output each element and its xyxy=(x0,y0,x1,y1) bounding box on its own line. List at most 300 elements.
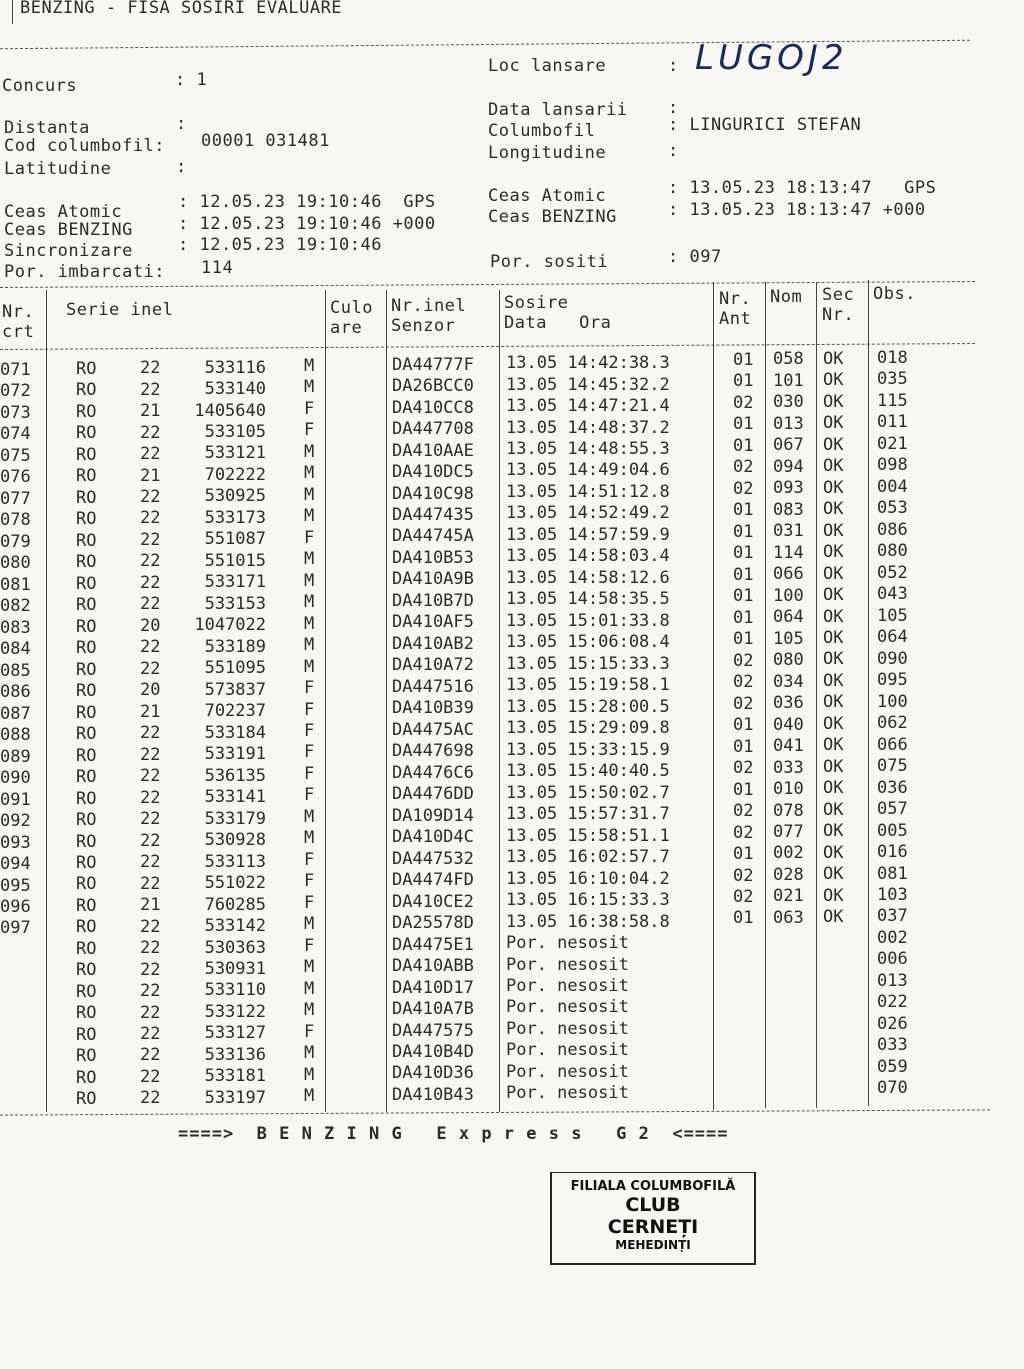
row-ant: 02 xyxy=(733,392,754,413)
row-senzor: DA44745A xyxy=(392,526,474,547)
ceas-benzing2-label: Ceas BENZING xyxy=(488,207,617,227)
row-sec: OK xyxy=(823,692,844,713)
row-obs: 002 xyxy=(877,927,908,948)
row-obs: 066 xyxy=(877,734,908,755)
row-nr: 077 xyxy=(0,488,31,509)
row-ant: 01 xyxy=(733,779,754,800)
sincronizare-value: : 12.05.23 19:10:46 xyxy=(178,235,382,255)
row-nr: 080 xyxy=(0,553,31,574)
row-senzor: DA4475AC xyxy=(392,719,474,740)
row-sec: OK xyxy=(823,735,844,756)
distanta-label: Distanta xyxy=(4,118,90,138)
row-senzor: DA410B43 xyxy=(392,1084,474,1105)
row-senzor: DA410A7B xyxy=(392,999,474,1020)
row-sex: M xyxy=(304,656,315,677)
row-obs: 004 xyxy=(877,476,908,497)
row-sex: M xyxy=(304,914,315,935)
row-year: 22 xyxy=(140,1045,161,1066)
row-ant: 01 xyxy=(733,908,754,929)
row-obs: 016 xyxy=(877,842,908,863)
row-year: 22 xyxy=(140,830,161,851)
row-nom: 066 xyxy=(773,564,804,585)
row-nr: 085 xyxy=(0,660,31,681)
row-nom: 041 xyxy=(773,736,804,757)
row-ring: 533113 xyxy=(204,851,266,872)
row-ring: 533153 xyxy=(204,593,266,614)
row-country: RO xyxy=(76,938,97,959)
row-country: RO xyxy=(76,380,97,401)
imbarcati-value: 114 xyxy=(201,258,234,278)
row-sex: M xyxy=(304,1043,315,1064)
row-nr: 075 xyxy=(0,445,31,466)
latitudine-colon: : xyxy=(176,157,187,177)
row-nr: 083 xyxy=(0,617,31,638)
ceas-atomic2-label: Ceas Atomic xyxy=(488,186,607,206)
row-country: RO xyxy=(76,552,97,573)
row-country: RO xyxy=(76,917,97,938)
row-sex: M xyxy=(304,463,315,484)
stamp-line4: MEHEDINȚI xyxy=(615,1238,691,1252)
row-ring: 533171 xyxy=(204,572,266,593)
table-row xyxy=(0,1078,1024,1116)
row-ring: 530928 xyxy=(204,830,266,851)
ceas-atomic-value: : 12.05.23 19:10:46 GPS xyxy=(178,192,436,212)
row-nr: 087 xyxy=(0,703,31,724)
row-obs: 005 xyxy=(877,820,908,841)
row-ring: 533184 xyxy=(204,722,266,743)
row-country: RO xyxy=(76,444,97,465)
row-year: 21 xyxy=(140,701,161,722)
row-sex: F xyxy=(304,420,315,441)
row-sex: F xyxy=(304,849,315,870)
sincronizare-label: Sincronizare xyxy=(4,241,133,261)
row-country: RO xyxy=(76,788,97,809)
row-nr: 093 xyxy=(0,832,31,853)
row-year: 22 xyxy=(140,594,161,615)
col-nr-crt: Nr. crt xyxy=(2,302,35,342)
row-ant: 01 xyxy=(733,543,754,564)
row-sosire: 13.05 14:57:59.9 xyxy=(506,524,670,545)
row-obs: 036 xyxy=(877,777,908,798)
row-sosire: 13.05 14:58:03.4 xyxy=(506,546,670,567)
row-year: 22 xyxy=(140,723,161,744)
row-sosire: 13.05 14:49:04.6 xyxy=(506,460,670,481)
row-ring: 533189 xyxy=(204,636,266,657)
row-sex: F xyxy=(304,1021,315,1042)
row-obs: 026 xyxy=(877,1013,908,1034)
row-senzor: DA447532 xyxy=(392,848,474,869)
row-obs: 035 xyxy=(877,369,908,390)
row-nom: 040 xyxy=(773,714,804,735)
row-year: 22 xyxy=(140,916,161,937)
row-sex: M xyxy=(304,549,315,570)
row-nr: 089 xyxy=(0,746,31,767)
distanta-colon: : xyxy=(176,114,187,134)
row-nr: 096 xyxy=(0,897,31,917)
row-country: RO xyxy=(76,358,97,379)
row-obs: 021 xyxy=(877,433,908,454)
row-ring: 530931 xyxy=(204,959,266,980)
row-sex: M xyxy=(304,570,315,591)
row-sex: F xyxy=(304,935,315,956)
row-ant: 02 xyxy=(733,650,754,671)
row-senzor: DA4476C6 xyxy=(392,762,474,783)
row-senzor: DA410C98 xyxy=(392,483,474,504)
row-country: RO xyxy=(76,1024,97,1045)
row-country: RO xyxy=(76,423,97,444)
row-obs: 095 xyxy=(877,670,908,691)
col-culoare: Culo are xyxy=(330,298,373,338)
row-sosire: 13.05 15:58:51.1 xyxy=(506,825,670,846)
row-senzor: DA410B7D xyxy=(392,590,474,611)
row-country: RO xyxy=(76,702,97,723)
data-lansarii-colon: : xyxy=(668,98,679,118)
row-sosire: 13.05 14:48:37.2 xyxy=(506,417,670,438)
loc-lansare-label: Loc lansare xyxy=(488,56,607,76)
row-ring: 533141 xyxy=(204,787,266,808)
row-ant: 01 xyxy=(733,500,754,521)
row-sex: M xyxy=(304,828,315,849)
ceas-benzing-label: Ceas BENZING xyxy=(4,220,133,240)
row-country: RO xyxy=(76,1067,97,1088)
row-senzor: DA410B4D xyxy=(392,1042,474,1062)
row-nom: 100 xyxy=(773,585,804,606)
row-obs: 098 xyxy=(877,455,908,476)
row-ant: 02 xyxy=(733,801,754,822)
row-sosire: 13.05 16:02:57.7 xyxy=(506,847,670,868)
row-sosire: 13.05 16:15:33.3 xyxy=(506,890,670,911)
row-senzor: DA410A9B xyxy=(392,569,474,590)
row-sosire: 13.05 15:15:33.3 xyxy=(506,653,670,674)
row-senzor: DA410D4C xyxy=(392,827,474,848)
row-year: 22 xyxy=(140,358,161,379)
row-sec: OK xyxy=(823,821,844,842)
row-ring: 533173 xyxy=(204,507,266,528)
longitudine-colon: : xyxy=(668,141,679,161)
row-country: RO xyxy=(76,745,97,766)
loc-lansare-handwritten: LUGOJ2 xyxy=(695,38,848,78)
row-obs: 105 xyxy=(877,605,908,626)
row-year: 22 xyxy=(140,873,161,894)
loc-lansare-colon: : xyxy=(668,56,679,76)
row-sex: M xyxy=(304,613,315,634)
row-sex: F xyxy=(304,721,315,741)
row-nr: 076 xyxy=(0,467,31,488)
row-senzor: DA410A72 xyxy=(392,655,474,676)
row-nom: 033 xyxy=(773,757,804,778)
row-country: RO xyxy=(76,487,97,508)
row-sec: OK xyxy=(823,520,844,541)
row-sex: M xyxy=(304,957,315,978)
row-year: 22 xyxy=(140,1088,161,1109)
row-country: RO xyxy=(76,981,97,1002)
row-nom: 094 xyxy=(773,456,804,477)
row-nr: 092 xyxy=(0,811,31,832)
row-sosire: Por. nesosit xyxy=(506,997,629,1018)
row-obs: 100 xyxy=(877,691,908,712)
latitudine-label: Latitudine xyxy=(4,159,112,179)
row-senzor: DA410AB2 xyxy=(392,633,474,654)
row-ant: 02 xyxy=(733,865,754,886)
row-sec: OK xyxy=(823,649,844,670)
row-obs: 070 xyxy=(877,1078,908,1099)
row-obs: 064 xyxy=(877,627,908,648)
row-nom: 028 xyxy=(773,864,804,885)
row-year: 22 xyxy=(140,529,161,550)
row-senzor: DA26BCC0 xyxy=(392,376,474,397)
row-ring: 533140 xyxy=(204,379,266,400)
row-sec: OK xyxy=(823,391,844,412)
data-lansarii-label: Data lansarii xyxy=(488,100,628,120)
row-sosire: 13.05 14:52:49.2 xyxy=(506,503,670,524)
row-ant: 02 xyxy=(733,478,754,499)
row-country: RO xyxy=(76,638,97,659)
row-sosire: 13.05 14:45:32.2 xyxy=(506,374,670,395)
page-title: BENZING - FISA SOSIRI EVALUARE xyxy=(20,0,343,18)
row-country: RO xyxy=(76,681,97,702)
row-ring: 533110 xyxy=(204,980,266,1001)
row-sosire: 13.05 14:58:35.5 xyxy=(506,589,670,610)
row-sosire: 13.05 15:57:31.7 xyxy=(506,804,670,825)
row-ring: 551095 xyxy=(204,658,266,679)
row-sec: OK xyxy=(823,542,844,563)
row-nom: 013 xyxy=(773,413,804,434)
row-ant: 01 xyxy=(733,844,754,865)
row-nom: 031 xyxy=(773,521,804,542)
row-nom: 105 xyxy=(773,628,804,649)
row-year: 22 xyxy=(140,637,161,658)
row-sosire: Por. nesosit xyxy=(506,1083,629,1104)
row-sex: M xyxy=(304,1000,315,1021)
row-country: RO xyxy=(76,466,97,487)
row-sec: OK xyxy=(823,434,844,455)
row-ring: 533122 xyxy=(204,1001,266,1022)
row-senzor: DA410B53 xyxy=(392,547,474,568)
row-sex: M xyxy=(304,355,315,376)
row-obs: 090 xyxy=(877,648,908,669)
row-country: RO xyxy=(76,831,97,852)
row-sex: F xyxy=(304,892,315,913)
row-nom: 036 xyxy=(773,693,804,714)
row-year: 22 xyxy=(140,959,161,980)
row-ant: 01 xyxy=(733,371,754,392)
row-ant: 01 xyxy=(733,586,754,607)
col-nr-ant: Nr. Ant xyxy=(719,289,752,329)
row-nr: 097 xyxy=(0,918,31,939)
row-obs: 086 xyxy=(877,519,908,540)
row-senzor: DA410D17 xyxy=(392,977,474,998)
row-ant: 01 xyxy=(733,521,754,542)
row-nr: 094 xyxy=(0,854,31,875)
row-year: 22 xyxy=(140,658,161,679)
columbofil-label: Columbofil xyxy=(488,121,596,141)
row-ring: 1047022 xyxy=(194,615,266,636)
row-obs: 062 xyxy=(877,713,908,734)
row-ring: 530363 xyxy=(204,937,266,958)
row-sosire: 13.05 15:40:40.5 xyxy=(506,761,670,782)
row-nom: 078 xyxy=(773,800,804,821)
row-senzor: DA4476DD xyxy=(392,784,474,805)
row-obs: 018 xyxy=(877,348,908,369)
row-sosire: Por. nesosit xyxy=(506,1061,629,1082)
row-sex: M xyxy=(304,1086,315,1107)
row-senzor: DA109D14 xyxy=(392,805,474,826)
row-nom: 101 xyxy=(773,370,804,391)
row-nom: 064 xyxy=(773,607,804,628)
row-sec: OK xyxy=(823,670,844,691)
row-obs: 013 xyxy=(877,970,908,991)
row-year: 22 xyxy=(140,1002,161,1023)
row-obs: 052 xyxy=(877,562,908,583)
row-ring: 533142 xyxy=(204,916,266,937)
row-nom: 067 xyxy=(773,435,804,456)
row-nr: 071 xyxy=(0,360,31,380)
row-ring: 536135 xyxy=(204,765,266,786)
row-country: RO xyxy=(76,573,97,594)
row-country: RO xyxy=(76,616,97,637)
row-obs: 033 xyxy=(877,1035,908,1056)
row-country: RO xyxy=(76,659,97,680)
longitudine-label: Longitudine xyxy=(488,143,607,163)
row-senzor: DA447516 xyxy=(392,676,474,697)
row-sex: M xyxy=(304,1064,315,1085)
imbarcati-label: Por. imbarcati: xyxy=(4,262,166,282)
row-nr: 090 xyxy=(0,768,31,789)
row-sex: M xyxy=(304,506,315,527)
row-year: 22 xyxy=(140,744,161,765)
row-senzor: DA410ABB xyxy=(392,956,474,977)
row-country: RO xyxy=(76,401,97,422)
row-senzor: DA410AF5 xyxy=(392,612,474,633)
row-nr: 073 xyxy=(0,402,31,423)
row-sosire: 13.05 15:50:02.7 xyxy=(506,782,670,803)
row-sec: OK xyxy=(823,563,844,584)
row-sec: OK xyxy=(823,778,844,799)
row-ant: 01 xyxy=(733,349,754,370)
row-ring: 533136 xyxy=(204,1044,266,1065)
ceas-atomic2-value: : 13.05.23 18:13:47 GPS xyxy=(668,178,937,198)
row-year: 22 xyxy=(140,787,161,808)
row-obs: 043 xyxy=(877,584,908,605)
row-obs: 081 xyxy=(877,863,908,884)
ceas-atomic-label: Ceas Atomic xyxy=(4,202,123,222)
cod-columbofil-value: 00001 031481 xyxy=(201,131,330,151)
col-obs: Obs. xyxy=(873,284,916,304)
title-left-border xyxy=(12,0,13,24)
row-ant: 01 xyxy=(733,435,754,456)
row-nom: 058 xyxy=(773,349,804,370)
row-year: 22 xyxy=(140,1023,161,1044)
row-sosire: 13.05 16:38:58.8 xyxy=(506,911,670,932)
row-year: 20 xyxy=(140,615,161,636)
row-obs: 037 xyxy=(877,906,908,927)
row-nr: 084 xyxy=(0,639,31,660)
row-year: 22 xyxy=(140,852,161,873)
row-ring: 533116 xyxy=(204,357,266,378)
row-ring: 551022 xyxy=(204,873,266,894)
row-nr: 081 xyxy=(0,574,31,595)
row-obs: 053 xyxy=(877,498,908,519)
row-senzor: DA410D36 xyxy=(392,1063,474,1084)
row-ring: 573837 xyxy=(204,679,266,700)
row-senzor: DA25578D xyxy=(392,913,474,934)
row-obs: 057 xyxy=(877,799,908,820)
row-nom: 083 xyxy=(773,499,804,520)
row-nr: 091 xyxy=(0,789,31,810)
row-senzor: DA4475E1 xyxy=(392,934,474,955)
row-year: 22 xyxy=(140,938,161,959)
row-obs: 022 xyxy=(877,992,908,1013)
row-sec: OK xyxy=(823,842,844,863)
row-sex: F xyxy=(304,398,315,419)
row-nom: 021 xyxy=(773,886,804,907)
row-country: RO xyxy=(76,853,97,873)
row-year: 22 xyxy=(140,766,161,787)
concurs-value: : 1 xyxy=(175,70,208,90)
col-nr-inel-senzor: Nr.inel Senzor xyxy=(391,296,467,336)
row-nom: 002 xyxy=(773,843,804,864)
col-serie-inel: Serie inel xyxy=(66,300,174,320)
row-sec: OK xyxy=(823,348,844,369)
row-year: 21 xyxy=(140,401,161,422)
row-obs: 080 xyxy=(877,541,908,562)
row-year: 22 xyxy=(140,1066,161,1087)
row-obs: 059 xyxy=(877,1056,908,1077)
row-nr: 072 xyxy=(0,381,31,402)
columbofil-value: : LINGURICI STEFAN xyxy=(668,115,862,135)
row-nom: 080 xyxy=(773,650,804,671)
row-ant: 02 xyxy=(733,672,754,693)
cod-columbofil-label: Cod columbofil: xyxy=(4,136,166,156)
row-sex: M xyxy=(304,635,315,656)
row-country: RO xyxy=(76,895,97,916)
row-sex: F xyxy=(304,742,315,763)
row-sosire: 13.05 15:19:58.1 xyxy=(506,675,670,696)
row-ant: 02 xyxy=(733,693,754,714)
row-ant: 02 xyxy=(733,457,754,478)
row-sosire: 13.05 15:33:15.9 xyxy=(506,739,670,760)
row-obs: 011 xyxy=(877,412,908,433)
row-sex: M xyxy=(304,377,315,398)
row-ring: 551015 xyxy=(204,550,266,571)
row-sex: M xyxy=(304,806,315,827)
row-sosire: Por. nesosit xyxy=(506,1040,629,1061)
row-senzor: DA410B39 xyxy=(392,698,474,719)
row-year: 22 xyxy=(140,551,161,572)
row-sosire: Por. nesosit xyxy=(506,1018,629,1039)
row-country: RO xyxy=(76,530,97,551)
col-nom: Nom xyxy=(770,287,803,307)
row-ring: 533181 xyxy=(204,1066,266,1087)
row-sosire: Por. nesosit xyxy=(506,933,629,954)
row-sex: M xyxy=(304,978,315,999)
row-sosire: 13.05 14:51:12.8 xyxy=(506,481,670,502)
row-sex: F xyxy=(304,678,315,699)
row-nr: 088 xyxy=(0,725,31,746)
row-sec: OK xyxy=(823,628,844,648)
row-senzor: DA4474FD xyxy=(392,870,474,891)
row-nr: 086 xyxy=(0,682,31,703)
row-country: RO xyxy=(76,960,97,981)
row-year: 22 xyxy=(140,981,161,1001)
row-year: 20 xyxy=(140,680,161,701)
row-country: RO xyxy=(76,1003,97,1024)
row-sosire: 13.05 15:29:09.8 xyxy=(506,718,670,739)
row-sex: M xyxy=(304,484,315,505)
row-country: RO xyxy=(76,595,97,616)
row-senzor: DA410AAE xyxy=(392,440,474,461)
row-ring: 533105 xyxy=(204,422,266,443)
